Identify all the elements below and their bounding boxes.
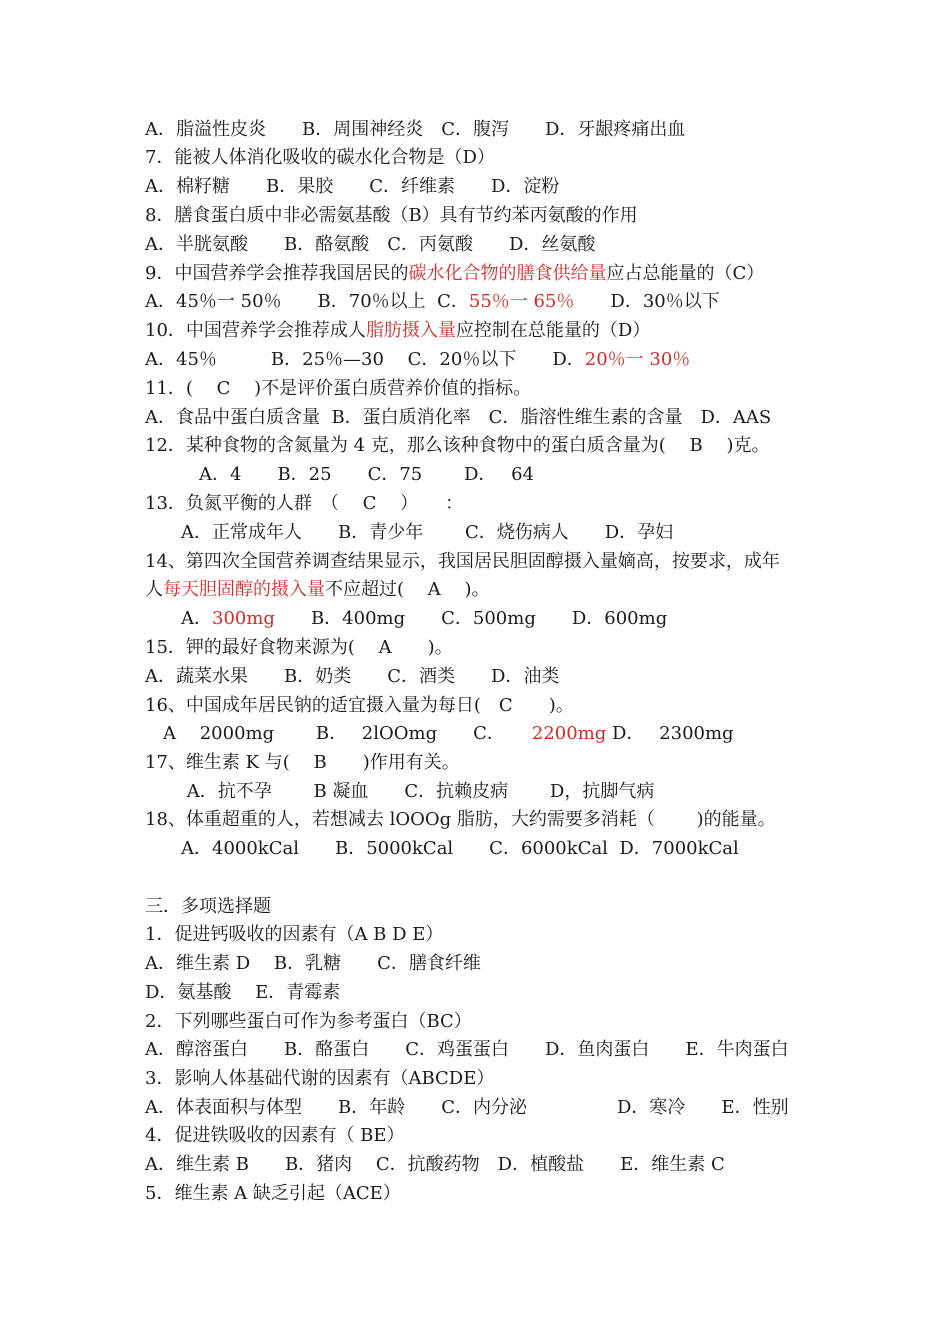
text-line: A．棉籽糖 B．果胶 C．纤维素 D．淀粉 [145, 176, 560, 197]
text-line: A．脂溢性皮炎 B．周围神经炎 C．腹泻 D．牙龈疼痛出血 [145, 119, 686, 140]
text-line: 1．促进钙吸收的因素有（A B D E） [145, 924, 444, 945]
text-line: A．维生素 B B．猪肉 C．抗酸药物 D．植酸盐 E．维生素 C [145, 1154, 725, 1175]
highlight-text: 每天胆固醇的摄入量 [163, 579, 325, 600]
highlight-text: 55％一 65％ [468, 291, 575, 312]
text-line: A．蔬菜水果 B．奶类 C．酒类 D．油类 [145, 666, 560, 687]
text-line: A．食品中蛋白质含量 B．蛋白质消化率 C．脂溶性维生素的含量 D．AAS [145, 407, 772, 428]
text-line: A．半胱氨酸 B．酪氨酸 C．丙氨酸 D．丝氨酸 [145, 234, 596, 255]
highlight-text: 300mg [212, 608, 275, 629]
text-line: 15．钾的最好食物来源为( A )。 [145, 637, 453, 658]
text-line: A．维生素 D B．乳糖 C．膳食纤维 [145, 953, 481, 974]
text-line: D．氨基酸 E．青霉素 [145, 982, 341, 1003]
text-line: 12．某种食物的含氮量为 4 克，那么该种食物中的蛋白质含量为( B )克。 [145, 435, 770, 456]
text-line: 16、中国成年居民钠的适宜摄入量为每日( C )。 [145, 695, 574, 716]
text-line: 3．影响人体基础代谢的因素有（ABCDE） [145, 1068, 495, 1089]
text-line: 7．能被人体消化吸收的碳水化合物是（D） [145, 147, 495, 168]
text-line: A．体表面积与体型 B．年龄 C．内分泌 D．寒冷 E．性别 [145, 1097, 789, 1118]
text-line: A．抗不孕 B 凝血 C．抗赖皮病 D，抗脚气病 [145, 781, 655, 802]
text-line: 8．膳食蛋白质中非必需氨基酸（B）具有节约苯丙氨酸的作用 [145, 205, 638, 226]
text-line: 13．负氮平衡的人群 （ C ） ： [145, 493, 464, 514]
text-line: 人每天胆固醇的摄入量不应超过( A )。 [145, 579, 490, 600]
text-line: A 2000mg B． 2lOOmg C． 2200mg D． 2300mg [145, 723, 734, 744]
text-line: A．45％一 50％ B．70％以上 C．55％一 65％ D．30％以下 [145, 291, 720, 312]
text-line: A．4 B．25 C．75 D． 64 [145, 464, 535, 485]
text-line: A．正常成年人 B．青少年 C．烧伤病人 D．孕妇 [145, 522, 674, 543]
text-line: 14、第四次全国营养调查结果显示，我国居民胆固醇摄入量嫡高，按要求，成年 [145, 551, 780, 572]
highlight-text: 碳水化合物的膳食供给量 [408, 263, 607, 284]
text-line: 17、维生素 K 与( B )作用有关。 [145, 752, 460, 773]
highlight-text: 20％一 30％ [584, 349, 691, 370]
text-line: A．4000kCal B．5000kCal C．6000kCal D．7000kCal [145, 838, 739, 859]
text-line: 4．促进铁吸收的因素有（ BE） [145, 1125, 405, 1146]
text-line: 18、体重超重的人，若想减去 lOOOg 脂肪，大约需要多消耗（ )的能量。 [145, 809, 776, 830]
text-line: A．醇溶蛋白 B．酪蛋白 C．鸡蛋蛋白 D．鱼肉蛋白 E．牛肉蛋白 [145, 1039, 789, 1060]
highlight-text: 2200mg [531, 723, 607, 744]
section-heading: 三．多项选择题 [145, 896, 271, 917]
highlight-text: 脂肪摄入量 [365, 320, 456, 341]
text-line: 5．维生素 A 缺乏引起（ACE） [145, 1183, 401, 1204]
text-line: 9．中国营养学会推荐我国居民的碳水化合物的膳食供给量应占总能量的（C） [145, 263, 765, 284]
text-line: 11．( C )不是评价蛋白质营养价值的指标。 [145, 378, 532, 399]
text-line: 10．中国营养学会推荐成人脂肪摄入量应控制在总能量的（D） [145, 320, 651, 341]
text-line: A．45％ B．25％—30 C．20％以下 D．20％一 30％ [145, 349, 691, 370]
text-line: A．300mg B．400mg C．500mg D．600mg [145, 608, 668, 629]
text-line: 2．下列哪些蛋白可作为参考蛋白（BC） [145, 1011, 472, 1032]
